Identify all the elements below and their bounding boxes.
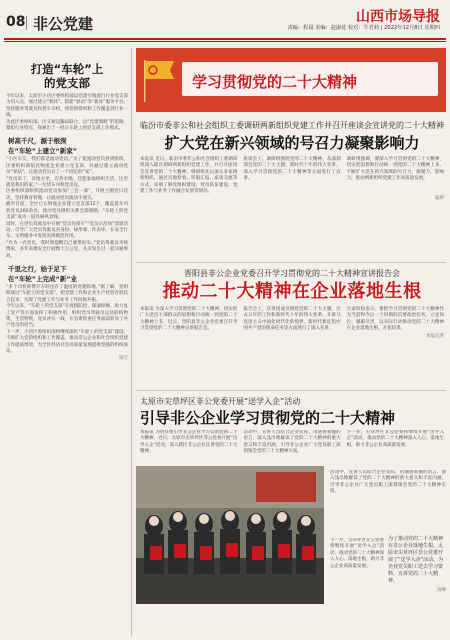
column-divider [131, 48, 132, 636]
story1-headline: 扩大党在新兴领域的号召力凝聚影响力 [164, 134, 420, 152]
paragraph: 今年以来，太原市小店区委组织部以党建引领流行行业党支部为切入点，通过建立“新驿”、搭建“驿站”等“新驿”服务平台，坚持服务驾驶员和货车司机，将党的组织和工作覆盖到行业一线。 [6, 94, 128, 119]
story3-continued [330, 470, 446, 530]
paragraph: 调研组强调，要深入学习贯彻党的二十大精神，切实把思想和行动统一到党的二十大精神上来，不断扩大党在新兴领域的号召力、凝聚力、影响力，推动两新组织党建工作高质量发展。 [346, 157, 444, 182]
paragraph: 区委组织部组织流动党员参加“三会一课”，开展主题党日活动，坚持教育管理，让流动党员流动不流失。 [6, 189, 128, 201]
photo-caption-box [388, 536, 446, 636]
header-meta: 责编：程晨 美编：赵淑花 校对：牛君莉 | 2022年12月8日 星期四 [287, 25, 440, 31]
story1-byline: 临妍 [435, 196, 444, 202]
story3-kicker: 太原市尖草坪区非公党委开展“送学入企”活动 [140, 397, 301, 406]
header-rule [4, 38, 446, 40]
header-rule-thin [4, 41, 446, 42]
paragraph: 下一步，尖草坪区非公党委将继续开展“送学入企”活动，推动党的二十大精神深入人心、落地生根，助力非公企业高质量发展。 [346, 430, 444, 448]
paragraph: 同时，在党员驾驶员中开展“党员先锋车”“党员示范岗”创建活动，引导广大党员驾驶员亮身份、树形象、作表率，在安全行车、文明服务中发挥先锋模范作用。 [6, 221, 128, 240]
paragraph: 下一步，尖草坪区非公党委将继续开展“送学入企”活动，推动党的二十大精神深入人心、落地生根，助力非公企业高质量发展。 [330, 538, 384, 569]
article1-title[interactable] [6, 62, 128, 90]
story-jinyang[interactable] [140, 268, 444, 339]
paragraph: “多个司机师傅开车时也有了温度的党建阵地。”据了解，党组织通过“车轮上的党支部”，把党建工作和企业生产经营有机结合起来，实现了党建工作与业务工作同频共振。 [6, 284, 128, 303]
header-divider [26, 16, 27, 30]
paragraph: 大家纷纷表示，要把学习贯彻党的二十大精神作为当前和今后一个时期的首要政治任务，立足岗位，履职尽责，以实际行动推动党的二十大精神在企业落地生根、开花结果。 [346, 307, 444, 332]
paragraph: “党员来了，有地方坐，有热水喝，还能参加组织生活，这里就是我们的家。”一位货车司机党员说。 [6, 176, 128, 189]
paragraph: 本报讯 近日，临汾市委非公和社会组织工委调研组深入辖区调研两新组织党建工作，并召开座谈会宣讲党的二十大精神。调研组先后深入多家两新组织，通过实地察看、听取汇报、座谈交流等方式，详细了解党组织建设、党员队伍建设、党建工作与业务工作融合发展等情况。 [140, 157, 238, 195]
story3-tail [330, 538, 384, 634]
story2-body [140, 307, 444, 333]
story3-byline: 高峰 [437, 588, 446, 593]
article1-subhead-1: 树高千尺，源于根深 [8, 137, 67, 146]
paragraph: 截至目前，全区已在物流企业建立党支部12个，覆盖货车司机党员200余名，流动党员组织关系全部理顺，“车轮上的党支部”成为一道亮丽风景线。 [6, 202, 128, 221]
newspaper-name: 山西市场导报 [356, 9, 440, 25]
paragraph: 本报讯 为深入学习贯彻党的二十大精神，切实把广大党员干部群众的思想和行动统一到党的二十大精神上来，近日，晋阳县非公企业党委召开学习贯彻党的二十大精神宣讲报告会。 [140, 307, 238, 332]
story3-headline: 引导非公企业学习贯彻党的二十大精神 [140, 409, 396, 427]
paragraph: “小区车友，我们都是流动党员。”为了使流动党员找到组织，区委组织部依托物流企业建立党支部，并通过建立流动党员“驿站”，让流动党员有了一个固定的“家”。 [6, 157, 128, 176]
paragraph: “作为一名党员，我时刻提醒自己要带好头。”党员驾驶员李师傅说，多年来他安全行驶数十万公里，从未发生过一起交通事故。 [6, 240, 128, 259]
story2-byline: 本报记者 [426, 333, 444, 339]
page-number: 08 [6, 14, 26, 30]
article1-subhead-2: 在“车轮”上建立“新家” [8, 147, 78, 156]
paragraph: 下一步，小店区委组织部将继续深化“车轮上的党支部”建设，不断扩大党的组织和工作覆盖，推动非公企业和社会组织党建工作提质增效，为全区经济社会高质量发展提供坚强的组织保证。 [6, 329, 128, 354]
party-flag-icon [142, 56, 176, 104]
separator [136, 390, 446, 391]
paragraph: 活动中，宣讲人员结合企业实际，用通俗易懂的语言，深入浅出地解读了党的二十大精神的重大意义和丰富内涵，引导非公企业广大党员职工深刻领会党的二十大精神实质。 [243, 430, 341, 455]
article1-title-line1: 打造“车轮”上 [30, 62, 104, 76]
paragraph: 本报讯 为更好地引导非公企业学习贯彻党的二十大精神，近日，太原市尖草坪区非公党委开展“送学入企”活动，深入辖区非公企业宣讲党的二十大精神。 [140, 430, 238, 455]
theme-banner [136, 48, 446, 112]
paragraph: 报告会上，宣讲团成员围绕党的二十大主题、过去五年的工作和新时代十年的伟大变革、开辟马克思主义中国化时代化新境界、新时代新征程中国共产党的使命任务等方面进行了深入宣讲。 [243, 307, 341, 332]
story1-kicker: 临汾市委非公和社会组织工委调研两新组织党建工作并召开座谈会宣讲党的二十大精神 [140, 121, 444, 130]
section-title: 非公党建 [33, 15, 94, 33]
paragraph: 为此区委组织部、区交通运输局联合，以“党建领航”的思路，紧扣行业特点，探索出了一批在车轮上的党支部工作模式。 [6, 119, 128, 132]
article2-subhead-2: 在“车轮”上完成“新”业 [8, 274, 78, 283]
banner-panel [182, 62, 438, 96]
left-column [6, 48, 128, 636]
story2-kicker: 晋阳县非公企业党委召开学习贯彻党的二十大精神宣讲报告会 [184, 269, 400, 278]
story2-headline: 推动二十大精神在企业落地生根 [162, 281, 422, 302]
story-jiancaoping[interactable] [140, 396, 444, 428]
story1-body [140, 157, 444, 195]
story3-photo [136, 466, 324, 604]
separator [136, 262, 446, 263]
group-photo-image [136, 466, 324, 604]
article2-subhead-1: 千里之行，始于足下 [8, 264, 67, 273]
article2-byline: 梁吉 [119, 356, 128, 362]
paragraph: 活动中，宣讲人员结合企业实际，用通俗易懂的语言，深入浅出地解读了党的二十大精神的重大意义和丰富内涵，引导非公企业广大党员职工深刻领会党的二十大精神实质。 [330, 470, 446, 495]
story-linfen[interactable] [140, 120, 444, 201]
article1-intro [6, 94, 128, 132]
paragraph: 今年以来，“车轮上的党支部”在疫情防控、保通保畅、助力复工复产等方面发挥了积极作用，组织党员驾驶员运送防疫物资、生活物资，党员冲在一线，在急难险重任务面前彰显了共产党员的担当。 [6, 304, 128, 329]
article2-body [6, 285, 128, 355]
paragraph: 座谈会上，调研组围绕党的二十大精神，从深刻领会党的二十大主题、新时代十年的伟大变革、深入学习贯彻党的二十大精神等方面进行了宣讲。 [243, 157, 341, 182]
banner-title: 学习贯彻党的二十大精神 [192, 73, 358, 91]
article1-body [6, 157, 128, 260]
photo-caption: 为了推动党的二十大精神在非公企业落地生根，太原市尖草坪区非公党委开展了“送学入企”活动，为企业党员职工送去学习资料，宣讲党的二十大精神。 [388, 536, 444, 584]
story3-body [140, 430, 444, 462]
article1-title-line2: 的党支部 [44, 76, 90, 90]
